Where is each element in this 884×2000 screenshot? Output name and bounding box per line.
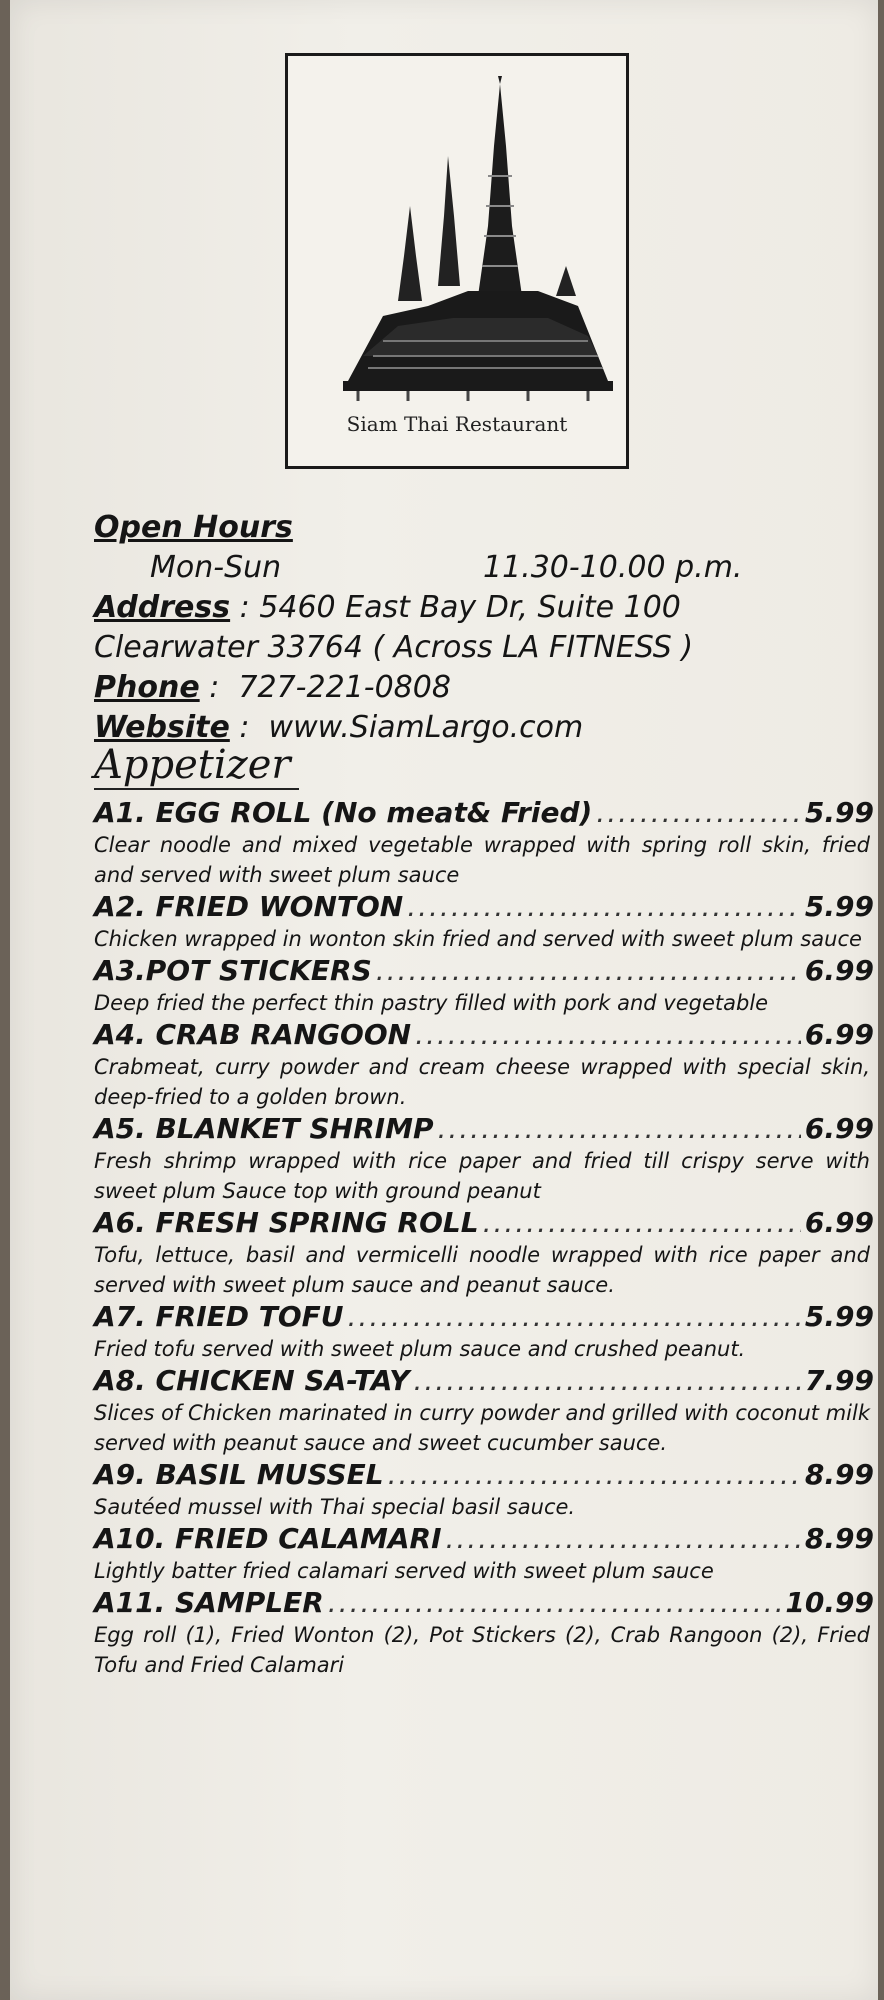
menu-item-price: 8.99 [804, 1522, 874, 1555]
menu-item-price: 7.99 [804, 1364, 874, 1397]
address-line2: Clearwater 33764 ( Across LA FITNESS ) [94, 630, 694, 665]
hours-time: 11.30-10.00 p.m. [483, 550, 743, 585]
menu-item-description: Tofu, lettuce, basil and vermicelli noodle wrapped with rice paper and served with sweet plum sauce and peanut sauce. [94, 1243, 870, 1297]
menu-item-description: Slices of Chicken marinated in curry powder and grilled with coconut milk served with peanut sauce and sweet cucumber sauce. [94, 1401, 870, 1455]
menu-item-description: Chicken wrapped in wonton skin fried and served with sweet plum sauce [94, 927, 862, 951]
menu-page [10, 0, 878, 2000]
section-title-appetizer: Appetizer [94, 742, 299, 790]
menu-item-name: A1. EGG ROLL (No meat& Fried) [94, 796, 593, 829]
address-line1: 5460 East Bay Dr, Suite 100 [259, 590, 681, 625]
dot-leader [328, 1586, 782, 1620]
dot-leader [445, 1522, 800, 1556]
menu-item-header [94, 1112, 874, 1146]
menu-item-description: Clear noodle and mixed vegetable wrapped with spring roll skin, fried and served with sweet plum sauce [94, 833, 870, 887]
menu-item-name: A10. FRIED CALAMARI [94, 1522, 442, 1555]
hours-label: Open Hours [94, 510, 293, 545]
dot-leader [483, 1206, 801, 1240]
menu-item-price: 6.99 [804, 1112, 874, 1145]
phone-label: Phone [94, 670, 200, 705]
address-row: Address : 5460 East Bay Dr, Suite 100 [94, 590, 681, 625]
menu-item-header [94, 1364, 874, 1398]
menu-item [94, 796, 874, 890]
appetizer-list [94, 796, 874, 1680]
menu-item-header [94, 1458, 874, 1492]
menu-item-price: 5.99 [804, 1300, 874, 1333]
address-label: Address [94, 590, 231, 625]
menu-item-name: A11. SAMPLER [94, 1586, 324, 1619]
menu-item-header [94, 1586, 874, 1620]
phone-row: Phone : 727-221-0808 [94, 670, 451, 705]
dot-leader [376, 954, 801, 988]
dot-leader [388, 1458, 801, 1492]
menu-item-name: A9. BASIL MUSSEL [94, 1458, 384, 1491]
menu-item [94, 1206, 874, 1300]
menu-item-header [94, 1206, 874, 1240]
menu-item-price: 5.99 [804, 890, 874, 923]
temple-illustration [288, 56, 626, 466]
hours-row [94, 548, 794, 588]
website-label: Website [94, 710, 230, 745]
menu-item [94, 890, 874, 954]
menu-item-description: Lightly batter fried calamari served with sweet plum sauce [94, 1559, 714, 1583]
logo-caption: Siam Thai Restaurant [346, 412, 568, 436]
menu-item-name: A7. FRIED TOFU [94, 1300, 344, 1333]
hours-days: Mon-Sun [150, 550, 282, 585]
menu-item-price: 8.99 [804, 1458, 874, 1491]
menu-item-description: Fresh shrimp wrapped with rice paper and fried till crispy serve with sweet plum Sauce top with ground peanut [94, 1149, 870, 1203]
menu-item-description: Deep fried the perfect thin pastry filled with pork and vegetable [94, 991, 769, 1015]
menu-item-price: 10.99 [785, 1586, 874, 1619]
menu-item [94, 1586, 874, 1680]
menu-item-description: Egg roll (1), Fried Wonton (2), Pot Stickers (2), Crab Rangoon (2), Fried Tofu and Fried Calamari [94, 1623, 870, 1677]
website-url: www.SiamLargo.com [268, 710, 584, 745]
menu-item [94, 954, 874, 1018]
menu-item-price: 6.99 [804, 954, 874, 987]
dot-leader [415, 1018, 801, 1052]
menu-item-header [94, 796, 874, 830]
dot-leader [414, 1364, 801, 1398]
website-row: Website : www.SiamLargo.com [94, 710, 584, 745]
menu-item [94, 1300, 874, 1364]
menu-item-description: Fried tofu served with sweet plum sauce and crushed peanut. [94, 1337, 746, 1361]
menu-item-name: A4. CRAB RANGOON [94, 1018, 412, 1051]
menu-item-description: Crabmeat, curry powder and cream cheese wrapped with special skin, deep-fried to a golden brown. [94, 1055, 870, 1109]
menu-item-price: 6.99 [804, 1018, 874, 1051]
menu-item [94, 1458, 874, 1522]
menu-item-header [94, 954, 874, 988]
menu-item-header [94, 890, 874, 924]
menu-item-header [94, 1522, 874, 1556]
dot-leader [348, 1300, 801, 1334]
menu-item [94, 1112, 874, 1206]
menu-item-name: A5. BLANKET SHRIMP [94, 1112, 434, 1145]
phone-number: 727-221-0808 [238, 670, 451, 705]
hours-heading [94, 508, 794, 548]
menu-item-price: 5.99 [804, 796, 874, 829]
menu-item-name: A3.POT STICKERS [94, 954, 372, 987]
menu-item-header [94, 1300, 874, 1334]
menu-item [94, 1364, 874, 1458]
address-row-2 [94, 628, 794, 668]
restaurant-info [94, 508, 794, 748]
menu-item-price: 6.99 [804, 1206, 874, 1239]
menu-item-name: A6. FRESH SPRING ROLL [94, 1206, 479, 1239]
menu-item-name: A8. CHICKEN SA-TAY [94, 1364, 410, 1397]
menu-item [94, 1522, 874, 1586]
menu-item [94, 1018, 874, 1112]
dot-leader [407, 890, 801, 924]
dot-leader [596, 796, 801, 830]
dot-leader [437, 1112, 800, 1146]
menu-item-description: Sautéed mussel with Thai special basil sauce. [94, 1495, 576, 1519]
menu-item-header [94, 1018, 874, 1052]
menu-item-name: A2. FRIED WONTON [94, 890, 404, 923]
restaurant-logo [285, 53, 629, 469]
